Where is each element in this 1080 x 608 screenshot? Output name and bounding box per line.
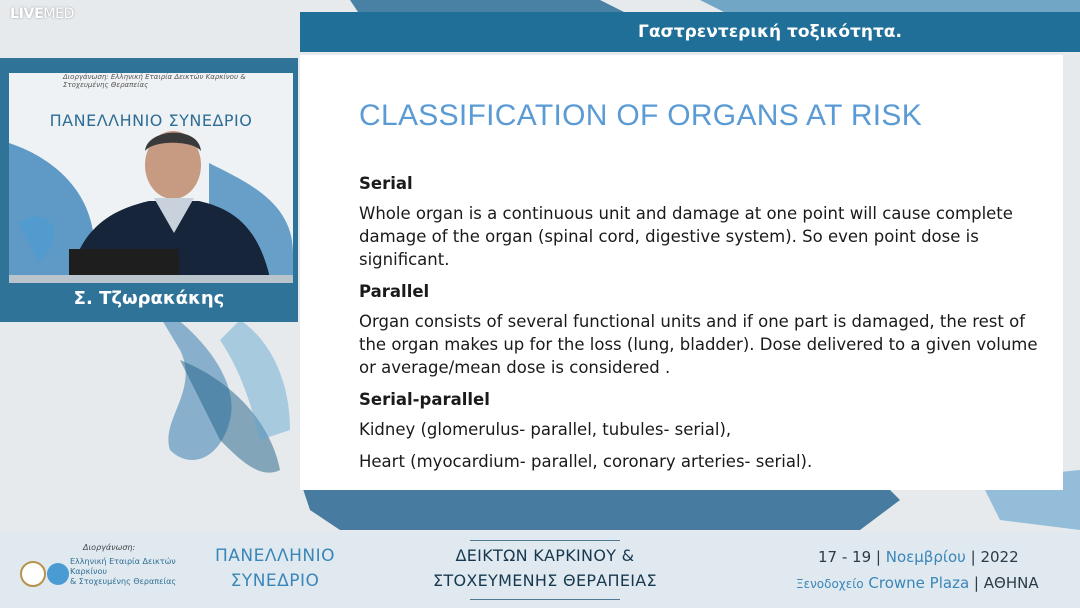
dates-days: 17 - 19 [818,548,872,566]
society-logo-icon [47,563,69,585]
speaker-name: Σ. Τζωρακάκης [73,288,225,309]
topic-bar [300,12,1080,52]
speaker-video [9,73,293,283]
conference-dates [818,548,1019,566]
dates-separator: | [875,548,881,566]
section-heading: Serial [359,174,413,193]
dates-year: 2022 [980,548,1019,566]
dates-month: Νοεμβρίου [885,548,966,566]
theme-divider [470,540,620,541]
speaker-video-frame [9,73,293,283]
speaker-panel [0,58,298,322]
theme-line1: ΔΕΙΚΤΩΝ ΚΑΡΚΙΝΟΥ & [455,546,635,565]
section-serial [359,172,1039,271]
section-heading: Serial-parallel [359,390,490,409]
section-heading: Parallel [359,282,430,301]
video-backdrop-banner: ΠΑΝΕΛΛΗΝΙΟ ΣΥΝΕΔΡΙΟ [49,111,253,130]
conference-name-line1: ΠΑΝΕΛΛΗΝΙΟ [214,546,336,566]
organizer-name [70,557,205,587]
venue-hotel-label: Ξενοδοχείο [796,577,864,591]
section-serial-parallel [359,388,1039,473]
venue-hotel-name: Crowne Plaza [868,574,970,592]
slide-title: CLASSIFICATION OF ORGANS AT RISK [359,99,923,132]
organizer-name-line2: & Στοχευμένης Θεραπείας [70,577,177,586]
venue-city: ΑΘΗΝΑ [983,574,1039,592]
brand-thin: MED [43,6,75,22]
conference-theme [410,540,680,600]
section-paragraph: Kidney (glomerulus- parallel, tubules- serial), [359,420,732,439]
slide-body [359,172,1039,482]
organizer-label: Διοργάνωση: [83,543,136,552]
organizer-name-line1: Ελληνική Εταιρία Δεικτών Καρκίνου [70,557,176,576]
venue-separator: | [973,574,979,592]
society-seal-icon [20,561,46,587]
theme-divider [470,599,620,600]
theme-line2: ΣΤΟΧΕΥΜΕΝΗΣ ΘΕΡΑΠΕΙΑΣ [433,571,657,590]
presentation-slide [300,55,1063,490]
video-backdrop-org: Διοργάνωση: Ελληνική Εταιρία Δεικτών Καρκίνου & Στοχευμένης Θεραπείας [63,73,246,89]
dates-separator: | [970,548,976,566]
section-parallel [359,280,1039,379]
conference-name-line2: ΣΥΝΕΔΡΙΟ [230,571,320,591]
brand-bold: LIVE [10,6,44,22]
section-paragraph: Organ consists of several functional units and if one part is damaged, the rest of the organ makes up for the loss (lung, bladder). Dose delivered to a given volume or average/mean dose is considered . [359,312,1038,377]
topic-title: Γαστρεντερική τοξικότητα. [638,22,902,42]
livemed-logo [10,6,74,22]
conference-venue [796,574,1039,592]
section-paragraph: Whole organ is a continuous unit and damage at one point will cause complete damage of the organ (spinal cord, digestive system). So even point dose is significant. [359,204,1013,269]
section-paragraph: Heart (myocardium- parallel, coronary arteries- serial). [359,452,813,471]
